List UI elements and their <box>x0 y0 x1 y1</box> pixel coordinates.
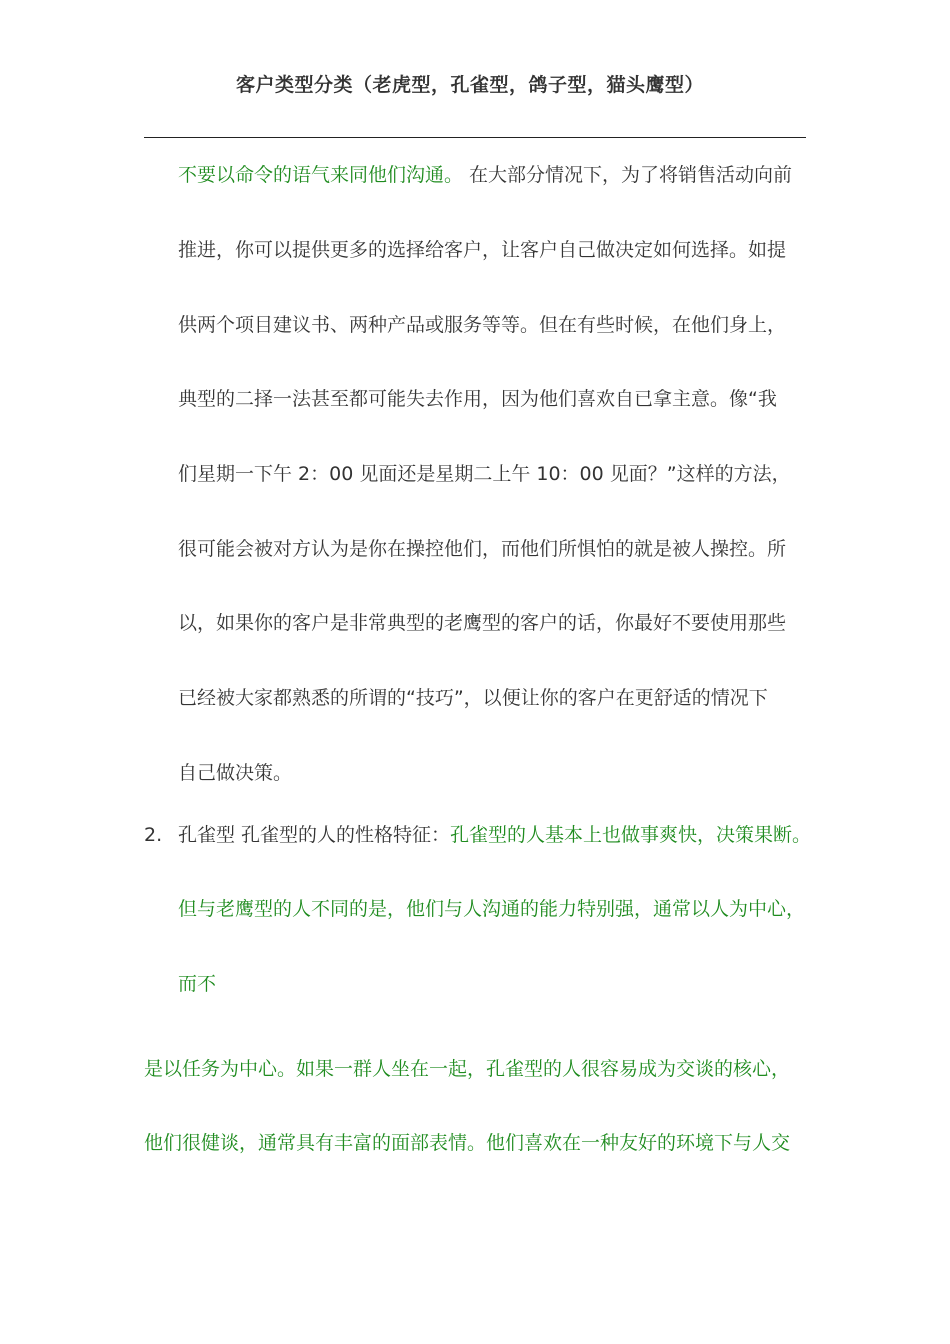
list-item-line: 而不 <box>178 973 217 995</box>
list-item-line <box>178 823 811 847</box>
paragraph-line: 们星期一下午 2：00 见面还是星期二上午 10：00 见面？”这样的方法， <box>178 463 791 485</box>
paragraph-line: 推进，你可以提供更多的选择给客户，让客户自己做决定如何选择。如提 <box>178 239 787 261</box>
page-title: 客户类型分类（老虎型，孔雀型，鸽子型，猫头鹰型） <box>235 74 704 96</box>
paragraph-line: 已经被大家都熟悉的所谓的“技巧”，以便让你的客户在更舒适的情况下 <box>178 687 768 709</box>
highlighted-text: 孔雀型的人基本上也做事爽快，决策果断。 <box>450 824 812 846</box>
paragraph-line: 典型的二择一法甚至都可能失去作用，因为他们喜欢自已拿主意。像“我 <box>178 388 777 410</box>
paragraph-line: 他们很健谈，通常具有丰富的面部表情。他们喜欢在一种友好的环境下与人交 <box>144 1132 791 1154</box>
paragraph-line: 自己做决策。 <box>178 762 293 784</box>
title-divider <box>144 137 806 138</box>
paragraph-line: 是以任务为中心。如果一群人坐在一起，孔雀型的人很容易成为交谈的核心， <box>144 1058 791 1080</box>
paragraph-line: 很可能会被对方认为是你在操控他们，而他们所惧怕的就是被人操控。所 <box>178 538 787 560</box>
body-text: 在大部分情况下，为了将销售活动向前 <box>463 164 793 186</box>
highlighted-text: 不要以命令的语气来同他们沟通。 <box>178 164 464 186</box>
paragraph-line <box>178 163 792 187</box>
paragraph-line: 供两个项目建议书、两种产品或服务等等。但在有些时候，在他们身上， <box>178 314 787 336</box>
body-text: 孔雀型 孔雀型的人的性格特征： <box>178 824 451 846</box>
paragraph-line: 以，如果你的客户是非常典型的老鹰型的客户的话，你最好不要使用那些 <box>178 612 787 634</box>
list-item-line: 但与老鹰型的人不同的是，他们与人沟通的能力特别强，通常以人为中心， <box>178 898 806 920</box>
list-number: 2. <box>144 824 163 846</box>
